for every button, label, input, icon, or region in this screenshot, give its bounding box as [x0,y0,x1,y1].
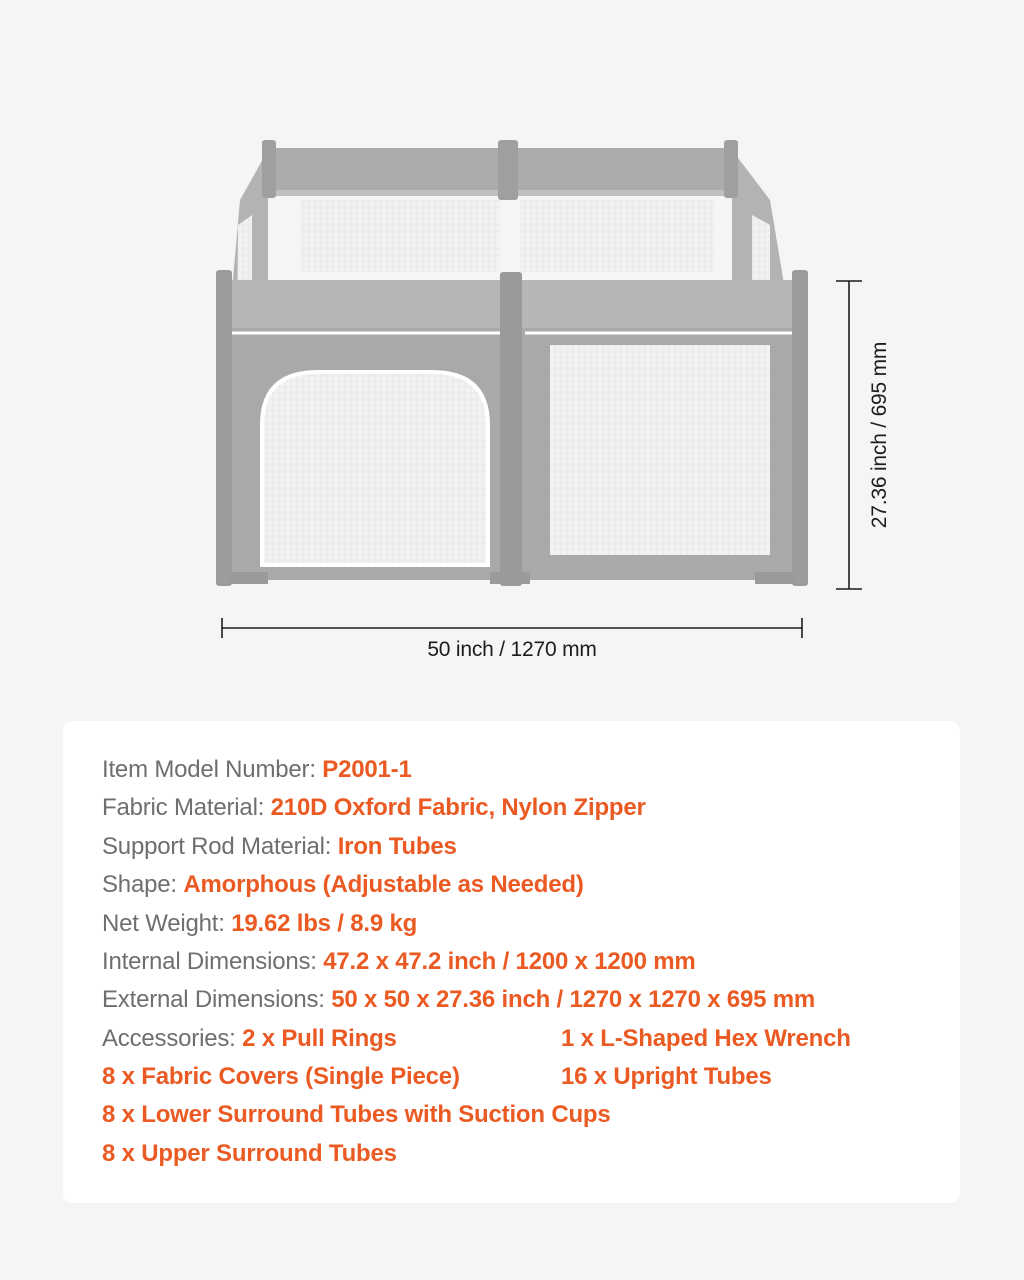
spec-fabric-key: Fabric Material: [102,794,271,821]
front-right-mesh [550,345,770,555]
spec-weight-key: Net Weight: [102,910,232,937]
spec-shape [102,866,584,904]
spec-weight-value: 19.62 lbs / 8.9 kg [231,910,418,937]
height-dimension-line [836,281,862,589]
spec-card [63,721,960,1203]
spec-accessories-row-1 [102,1020,851,1058]
middle-post [500,272,522,586]
spec-model-key: Item Model Number: [102,756,323,783]
spec-model [102,751,412,789]
spec-fabric-value: 210D Oxford Fabric, Nylon Zipper [270,794,646,821]
spec-accessories-key: Accessories: [102,1025,243,1052]
spec-internal-dimensions [102,943,696,981]
spec-model-value: P2001-1 [322,756,412,783]
spec-external-key: External Dimensions: [102,986,332,1013]
back-mesh-right [520,200,715,272]
back-corner-post [262,140,276,198]
accessory-item: 8 x Fabric Covers (Single Piece) [102,1063,460,1090]
accessory-item: 8 x Upper Surround Tubes [102,1140,397,1167]
spec-accessories-row-2 [102,1058,772,1096]
spec-internal-value: 47.2 x 47.2 inch / 1200 x 1200 mm [323,948,696,975]
spec-external-value: 50 x 50 x 27.36 inch / 1270 x 1270 x 695 mm [331,986,815,1013]
accessory-item: 16 x Upright Tubes [561,1063,772,1090]
zipper-door [262,372,488,565]
accessory-item: 1 x L-Shaped Hex Wrench [561,1025,851,1052]
spec-internal-key: Internal Dimensions: [102,948,324,975]
spec-rod-value: Iron Tubes [337,833,457,860]
corner-post [216,270,232,586]
spec-rod-key: Support Rod Material: [102,833,338,860]
width-dimension-label: 50 inch / 1270 mm [427,638,597,661]
spec-external-dimensions [102,981,815,1019]
spec-shape-value: Amorphous (Adjustable as Needed) [183,871,584,898]
back-middle-post [498,140,518,200]
spec-accessories-row-4 [102,1135,397,1173]
corner-post [792,270,808,586]
accessory-item: 8 x Lower Surround Tubes with Suction Cups [102,1101,611,1128]
width-dimension-line [222,618,802,638]
back-mesh-left [300,200,500,272]
accessory-item: 2 x Pull Rings [242,1025,397,1052]
spec-fabric [102,789,646,827]
playpen-image [216,140,808,586]
spec-shape-key: Shape: [102,871,184,898]
front-right-top-rail [515,280,802,328]
back-corner-post [724,140,738,198]
spec-accessories-row-3 [102,1096,611,1134]
front-left-top-rail [222,280,512,328]
height-dimension-label: 27.36 inch / 695 mm [868,341,891,529]
spec-rod [102,828,457,866]
spec-weight [102,905,417,943]
